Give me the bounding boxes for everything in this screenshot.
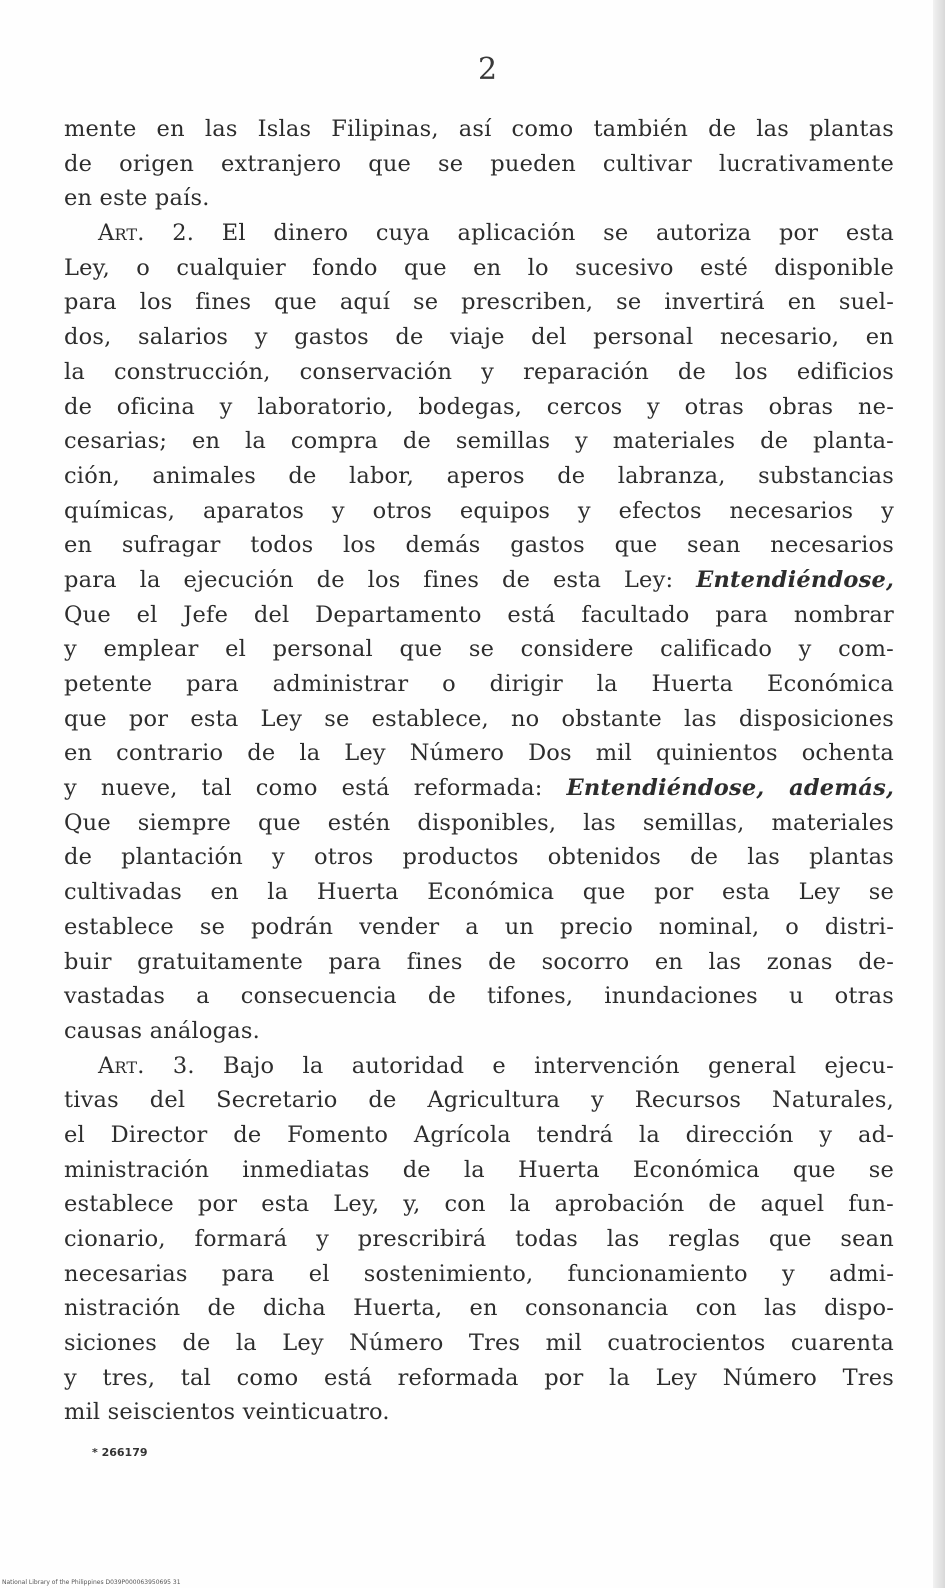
line-text: establece por esta Ley, y, con la aprobación de aquel fun- [64, 1191, 894, 1218]
line-text: cesarias; en la compra de semillas y materiales de planta- [64, 428, 894, 455]
line-text: necesarias para el sostenimiento, funcionamiento y admi- [64, 1260, 894, 1287]
emphasis-text: Entendiéndose, además, [566, 775, 894, 802]
line-text: mil seiscientos veinticuatro. [64, 1399, 390, 1426]
text-line [64, 285, 894, 320]
line-text: . 3. Bajo la autoridad e intervención general ejecu- [137, 1052, 894, 1079]
line-text: el Director de Fomento Agrícola tendrá la dirección y ad- [64, 1121, 894, 1148]
text-line [64, 1187, 894, 1222]
text-line [64, 840, 894, 875]
line-text: Que siempre que estén disponibles, las semillas, materiales [64, 809, 894, 836]
line-text: que por esta Ley se establece, no obstante las disposiciones [64, 705, 894, 732]
line-text: en este país. [64, 185, 210, 212]
line-text: de plantación y otros productos obtenidos de las plantas [64, 844, 894, 871]
text-line [64, 424, 894, 459]
scan-edge-shadow [933, 0, 945, 1588]
text-line [64, 1222, 894, 1257]
line-text: vastadas a consecuencia de tifones, inundaciones u otras [64, 983, 894, 1010]
line-text: la construcción, conservación y reparación de los edificios [64, 358, 894, 385]
line-text: nistración de dicha Huerta, en consonancia con las dispo- [64, 1295, 894, 1322]
page-number: 2 [477, 52, 498, 87]
line-text: petente para administrar o dirigir la Huerta Económica [64, 671, 894, 697]
line-text: y nueve, tal como está reformada: [64, 775, 567, 802]
text-line [64, 1083, 894, 1118]
text-line [64, 632, 894, 667]
text-line [64, 1361, 894, 1396]
text-line [64, 459, 894, 494]
line-text: siciones de la Ley Número Tres mil cuatrocientos cuarenta [64, 1330, 894, 1357]
text-line [64, 251, 894, 286]
text-line [64, 1326, 894, 1361]
line-text: dos, salarios y gastos de viaje del personal necesario, en [64, 324, 894, 351]
text-line [64, 598, 894, 633]
line-text: para los fines que aquí se prescriben, se invertirá en suel- [64, 289, 894, 316]
text-line [64, 945, 894, 980]
text-line [64, 1118, 894, 1153]
text-line [64, 1395, 894, 1430]
text-line [64, 1049, 894, 1084]
printer-footnote: * 266179 [92, 1446, 148, 1459]
line-text: buir gratuitamente para fines de socorro en las zonas de- [64, 948, 894, 975]
text-line [64, 806, 894, 841]
line-text: cultivadas en la Huerta Económica que por esta Ley se [64, 879, 894, 906]
line-text: cionario, formará y prescribirá todas las reglas que sean [64, 1226, 894, 1252]
line-text: y emplear el personal que se considere calificado y com- [64, 636, 894, 663]
body-text [64, 112, 894, 1430]
line-text: establece se podrán vender a un precio nominal, o distri- [64, 913, 894, 940]
line-text: de oficina y laboratorio, bodegas, cercos y otras obras ne- [64, 393, 894, 420]
text-line [64, 1014, 894, 1049]
line-text: tivas del Secretario de Agricultura y Recursos Naturales, [64, 1087, 894, 1114]
text-line [64, 390, 894, 425]
line-text: químicas, aparatos y otros equipos y efectos necesarios y [64, 497, 894, 524]
text-line [64, 1291, 894, 1326]
text-line [64, 112, 894, 147]
line-text: ción, animales de labor, aperos de labranza, substancias [64, 462, 894, 489]
text-line [64, 563, 894, 598]
line-text: en sufragar todos los demás gastos que sean necesarios [64, 532, 894, 559]
line-text: ministración inmediatas de la Huerta Económica que se [64, 1156, 894, 1183]
text-line [64, 181, 894, 216]
line-text: y tres, tal como está reformada por la Ley Número Tres [64, 1364, 894, 1391]
line-text: . 2. El dinero cuya aplicación se autoriza por esta [137, 220, 894, 247]
line-text: mente en las Islas Filipinas, así como también de las plantas [64, 116, 894, 142]
text-line [64, 494, 894, 529]
text-line [64, 216, 894, 251]
line-text: de origen extranjero que se pueden cultivar lucrativamente [64, 150, 894, 177]
text-line [64, 1153, 894, 1188]
text-line [64, 979, 894, 1014]
emphasis-text: Entendiéndose, [696, 566, 894, 593]
text-line [64, 528, 894, 563]
text-line [64, 771, 894, 806]
text-line [64, 1257, 894, 1292]
text-line [64, 667, 894, 702]
article-label: Art [98, 220, 138, 247]
text-line [64, 355, 894, 390]
text-line [64, 147, 894, 182]
text-line [64, 702, 894, 737]
text-line [64, 875, 894, 910]
line-text: causas análogas. [64, 1017, 260, 1044]
text-line [64, 320, 894, 355]
article-label: Art [98, 1052, 138, 1079]
line-text: Ley, o cualquier fondo que en lo sucesivo esté disponible [64, 254, 894, 281]
library-footer: National Library of the Philippines D039P000063950695 31 [2, 1579, 181, 1586]
line-text: Que el Jefe del Departamento está facultado para nombrar [64, 601, 894, 628]
line-text: para la ejecución de los fines de esta Ley: [64, 566, 697, 593]
text-line [64, 736, 894, 771]
line-text: en contrario de la Ley Número Dos mil quinientos ochenta [64, 740, 894, 767]
text-line [64, 910, 894, 945]
